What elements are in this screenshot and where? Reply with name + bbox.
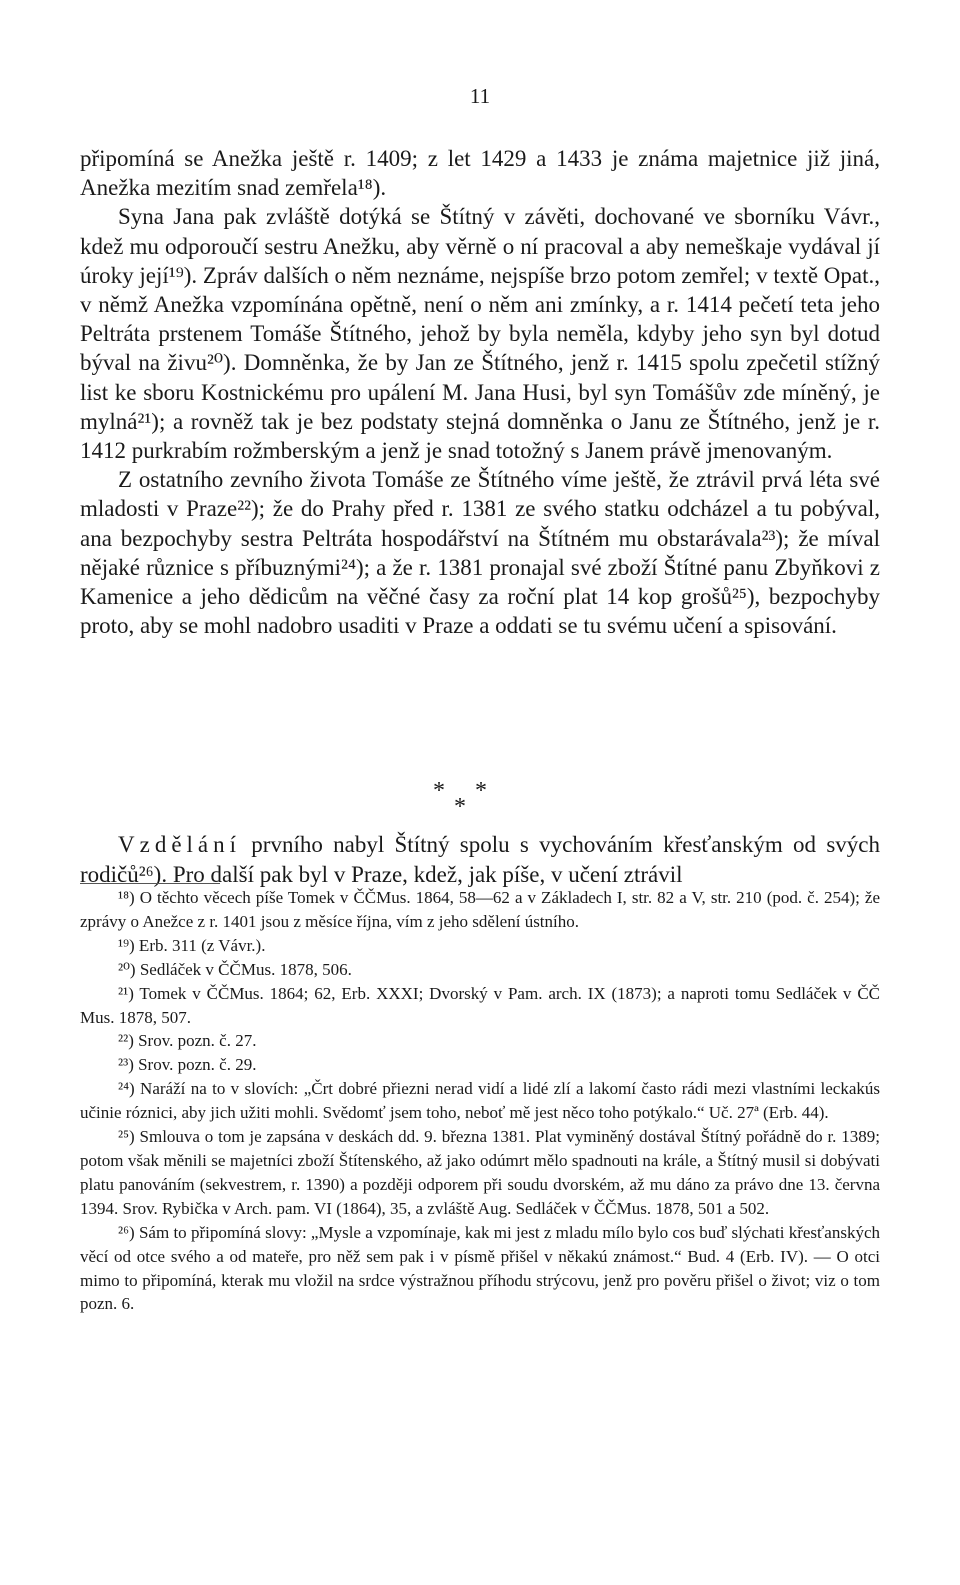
- section-text: prvního nabyl Štítný spolu s vychováním křesťanským od svých rodičů²⁶). Pro další pak byl v Praze, kdež, jak píše, v učení ztrávil: [80, 832, 880, 887]
- main-text: [80, 144, 880, 640]
- paragraph-3: Z ostatního zevního života Tomáše ze Štítného víme ještě, že ztrávil prvá léta své mladosti v Praze²²); že do Prahy před r. 1381 ze svého statku odcházel a tu pobýval, ana bezpochyby sestra Peltráta hospodářství na Štítném mu obstarávala²³); že míval nějaké různice s příbuznými²⁴); a že r. 1381 pronajal své zboží Štítné panu Zbyňkovi z Kamenice a jeho dědicům na věčné časy za roční plat 14 kop grošů²⁵), bezpochyby proto, aby se mohl nadobro usaditi v Praze a oddati se tu svému učení a spisování.: [80, 467, 880, 639]
- footnote-21: ²¹) Tomek v ČČMus. 1864; 62, Erb. XXXI; Dvorský v Pam. arch. IX (1873); a naproti tomu Sedláček v ČČ Mus. 1878, 507.: [80, 983, 880, 1027]
- section-paragraph: [80, 830, 880, 889]
- section-education: [80, 830, 880, 889]
- footnote-18: ¹⁸) O těchto věcech píše Tomek v ČČMus. 1864, 58—62 a v Základech I, str. 82 a V, str. 210 (pod. č. 254); že zprávy o Anežce z r. 1401 jsou z měsíce října, vím z jeho sdělení ústního.: [80, 888, 880, 931]
- section-separator: [0, 778, 960, 818]
- footnote-25: ²⁵) Smlouva o tom je zapsána v deskách dd. 9. března 1381. Plat vyminěný dostával Štítný pořádně do r. 1389; potom však měnili se majetníci zboží Štítenského, až jako odúmrt mělo spadnouti na krále, a Štítný musil si dobývati platu panováním (sekvestrem, r. 1390) a později odporem při soudu dvorském, až mu dáno za právo dne 13. června 1394. Srov. Rybička v Arch. pam. VI (1864), 35, a zvláště Aug. Sedláček v ČČMus. 1878, 501 a 502.: [80, 1127, 880, 1218]
- footnote-19: ¹⁹) Erb. 311 (z Vávr.).: [118, 935, 266, 955]
- footnote-23: ²³) Srov. pozn. č. 29.: [118, 1055, 257, 1075]
- footnote-rule: [80, 883, 220, 884]
- footnote-24: ²⁴) Naráží na to v slovích: „Črt dobré přiezni nerad vidí a lidé zlí a lakomí často rádi mezi vlastními leckakús učinie róznici, aby jich užiti mohli. Svědomť jsem toho, neboť mě jest něco toho potýkalo.“ Uč. 27ª (Erb. 44).: [80, 1079, 880, 1123]
- separator-star: *: [433, 778, 445, 804]
- footnote-20: ²⁰) Sedláček v ČČMus. 1878, 506.: [118, 959, 352, 979]
- separator-star: *: [454, 794, 466, 820]
- page-number: 11: [469, 84, 491, 108]
- footnotes: [80, 886, 880, 1316]
- footnote-26: ²⁶) Sám to připomíná slovy: „Mysle a vzpomínaje, kak mi jest z mladu mílo bylo cos buď slýchati křesťanských věcí od otce svého a od mateře, pro něž sem pak i v písmě přišel v někakú známost.“ Bud. 4 (Erb. IV). — O otci mimo to připomíná, kterak mu vložil na srdce výstražnou příhodu strýcovu, jenž pro pověru přišel o život; viz o tom pozn. 6.: [80, 1222, 880, 1314]
- paragraph-2: Syna Jana pak zvláště dotýká se Štítný v závěti, dochované ve sborníku Vávr., kdež mu odporoučí sestru Anežku, aby věrně o ní pracoval a aby nemeškaje vydával jí úroky její¹⁹). Zpráv dalších o něm neznáme, nejspíše brzo potom zemřel; v textě Opat., v němž Anežka vzpomínána opětně, není o něm ani zmínky, a r. 1414 pečetí teta jeho Peltráta prstenem Tomáše Štítného, jehož by byla neměla, kdyby jeho syn byl dotud býval na živu²⁰). Domněnka, že by Jan ze Štítného, jenž r. 1415 spolu zpečetil stížný list ke sboru Kostnickému pro upálení M. Jana Husi, byl syn Tomášův zde míněný, je mylná²¹); a rovněž tak je bez podstaty stejná domněnka o Janu ze Štítného, jenž je r. 1412 purkrabím rožmberským a jenž je snad totožný s Janem právě jmenovaným.: [80, 204, 880, 464]
- footnote-22: ²²) Srov. pozn. č. 27.: [118, 1031, 257, 1051]
- separator-star: *: [475, 778, 487, 804]
- paragraph-1: připomíná se Anežka ještě r. 1409; z let 1429 a 1433 je známa majetnice již jiná, Anežka mezitím snad zemřela¹⁸).: [80, 146, 880, 201]
- section-lead-word: Vzdělání: [118, 832, 242, 857]
